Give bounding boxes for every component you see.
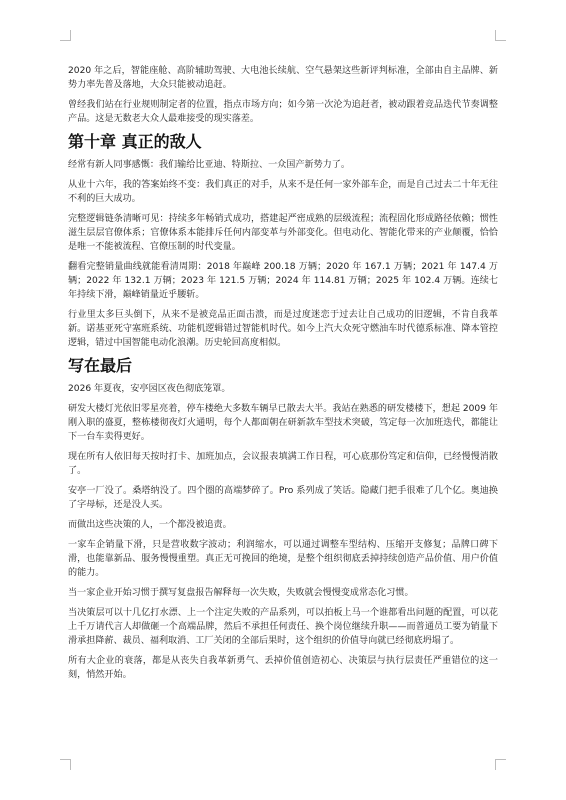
epilogue-heading: 写在最后 [68, 356, 133, 375]
paragraph: 现在所有人依旧每天按时打卡、加班加点，会议报表填满工作日程，可心底那份笃定和信仰，已经慢慢消散了。 [68, 452, 498, 476]
paragraph: 研发大楼灯光依旧零星亮着，停车楼绝大多数车辆早已散去大半。我站在熟悉的研发楼楼下，想起 2009 年刚入职的盛夏，整栋楼彻夜灯火通明，每个人都面朝在研新款车型技术突破，笃定每一次加班迭代，都能让下一台车卖得更好。 [68, 404, 498, 442]
paragraph: 而做出这些决策的人，一个都没被追责。 [68, 520, 232, 530]
paragraph: 当一家企业开始习惯于撰写复盘报告解释每一次失败，失败就会慢慢变成常态化习惯。 [68, 588, 414, 598]
crop-mark-bottom-left [60, 759, 71, 770]
paragraph: 一家车企销量下滑，只是营收数字波动；利润缩水，可以通过调整车型结构、压缩开支修复；品牌口碑下滑，也能靠新品、服务慢慢重塑。真正无可挽回的绝境，是整个组织彻底丢掉持续创造产品价值、用户价值的能力。 [68, 540, 498, 578]
crop-mark-top-right [495, 30, 506, 41]
paragraph: 翻看完整销量曲线就能看清周期：2018 年巅峰 200.18 万辆；2020 年 167.1 万辆；2021 年 147.4 万辆；2022 年 132.1 万辆；2023 年 121.5 万辆；2024 年 114.81 万辆；2025 年 102.4 万辆。连续七年持续下滑，巅峰销量近乎腰斩。 [68, 262, 498, 300]
paragraph: 经常有新人同事感慨：我们输给比亚迪、特斯拉、一众国产新势力了。 [68, 160, 350, 170]
paragraph: 2026 年夏夜，安亭园区夜色彻底笼罩。 [68, 384, 231, 394]
paragraph: 2020 年之后，智能座舱、高阶辅助驾驶、大电池长续航、空气悬架这些新评判标准，全部由自主品牌、新势力率先普及落地，大众只能被动追赶。 [68, 66, 498, 90]
paragraph: 曾经我们站在行业规则制定者的位置，指点市场方向；如今第一次沦为追赶者，被动跟着竞品迭代节奏调整产品。这是无数老大众人最难接受的现实落差。 [68, 100, 498, 124]
paragraph: 安亭一厂没了。桑塔纳没了。四个圈的高端梦碎了。Pro 系列成了笑话。隐藏门把手很难了几个亿。奥迪换了字母标，还是没人买。 [68, 486, 498, 510]
document-body [68, 64, 498, 688]
paragraph: 完整逻辑链条清晰可见：持续多年畅销式成功，搭建起严密成熟的层级流程；流程固化形成路径依赖；惯性滋生层层官僚体系；官僚体系本能排斥任何内部变革与外部变化。但电动化、智能化带来的产业颠覆，恰恰是唯一不能被流程、官僚压制的时代变量。 [68, 214, 498, 252]
crop-mark-top-left [60, 30, 71, 41]
paragraph: 从业十六年，我的答案始终不变：我们真正的对手，从来不是任何一家外部车企，而是自己过去二十年无往不利的巨大成功。 [68, 180, 498, 204]
paragraph: 当决策层可以十几亿打水漂、上一个注定失败的产品系列，可以拍板上马一个谁都看出问题的配置，可以花上千万请代言人却做砸一个高端品牌，然后不承担任何责任、换个岗位继续升职——而普通员工要为销量下滑承担降薪、裁员、福利取消、工厂关闭的全部后果时，这个组织的价值导向就已经彻底坍塌了。 [68, 608, 498, 646]
chapter-heading: 第十章 真正的敌人 [68, 132, 202, 151]
paragraph: 所有大企业的衰落，都是从丧失自我革新勇气、丢掉价值创造初心、决策层与执行层责任严重错位的这一刻，悄然开始。 [68, 656, 498, 680]
crop-mark-bottom-right [495, 759, 506, 770]
paragraph: 行业里太多巨头倒下，从来不是被竞品正面击溃，而是过度迷恋于过去让自己成功的旧逻辑，不肯自我革新。诺基亚死守塞班系统、功能机逻辑错过智能机时代。如今上汽大众死守燃油车时代德系标准、降本管控逻辑，错过中国智能电动化浪潮。历史轮回高度相似。 [68, 310, 498, 348]
